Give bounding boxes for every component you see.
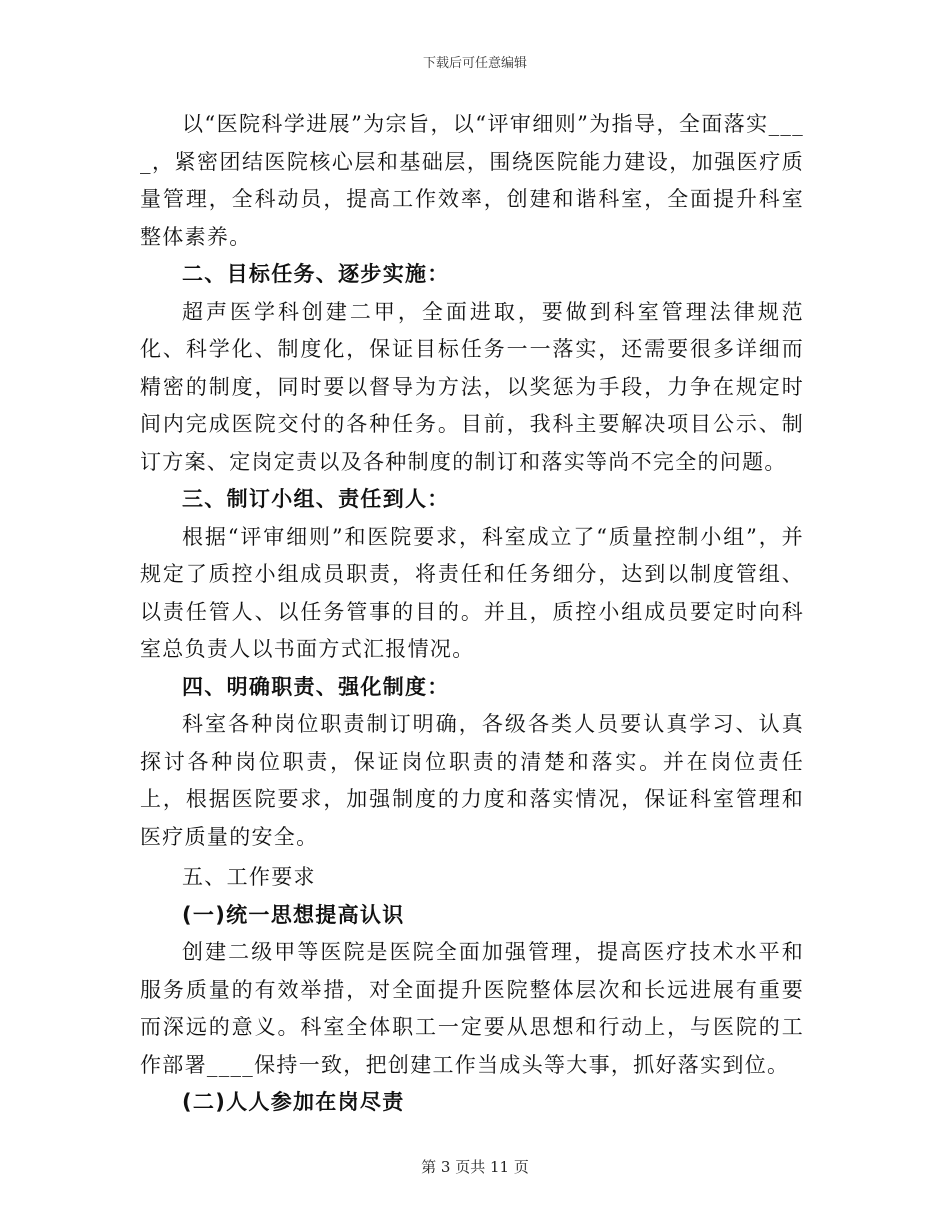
subsection-heading-5-1: (一)统一思想提高认识 xyxy=(182,902,405,927)
paragraph-intro: 以“医院科学进展”为宗旨，以“评审细则”为指导，全面落实____，紧密团结医院核心层和基础层，围绕医院能力建设，加强医疗质量管理，全科动员，提高工作效率，创建和谐科室，全面提升科室整体素养。 xyxy=(140,112,804,249)
paragraph-section-2: 超声医学科创建二甲，全面进取，要做到科室管理法律规范化、科学化、制度化，保证目标任务一一落实，还需要很多详细而精密的制度，同时要以督导为方法，以奖惩为手段，力争在规定时间内完成医院交付的各种任务。目前，我科主要解决项目公示、制订方案、定岗定责以及各种制度的制订和落实等尚不完全的问题。 xyxy=(140,299,804,474)
section-heading-3: 三、制订小组、责任到人： xyxy=(182,487,450,511)
page-number-footer: 第 3 页共 11 页 xyxy=(421,1158,529,1176)
paragraph-section-4: 科室各种岗位职责制订明确，各级各类人员要认真学习、认真探讨各种岗位职责，保证岗位职责的清楚和落实。并在岗位责任上，根据医院要求，加强制度的力度和落实情况，保证科室管理和医疗质量的安全。 xyxy=(140,712,804,849)
section-heading-2: 二、目标任务、逐步实施： xyxy=(182,262,450,286)
page-header-note: 下载后可任意编辑 xyxy=(422,56,527,71)
document-body xyxy=(140,106,804,1122)
subsection-heading-5-2: (二)人人参加在岗尽责 xyxy=(182,1090,405,1114)
paragraph-section-3: 根据“评审细则”和医院要求，科室成立了“质量控制小组”，并规定了质控小组成员职责，将责任和任务细分，达到以制度管组、以责任管人、以任务管事的目的。并且，质控小组成员要定时向科室总负责人以书面方式汇报情况。 xyxy=(140,524,804,661)
section-heading-4: 四、明确职责、强化制度： xyxy=(182,674,450,699)
paragraph-section-5-1: 创建二级甲等医院是医院全面加强管理，提高医疗技术水平和服务质量的有效举措，对全面提升医院整体层次和长远进展有重要而深远的意义。科室全体职工一定要从思想和行动上，与医院的工作部署____保持一致，把创建工作当成头等大事，抓好落实到位。 xyxy=(140,940,804,1077)
section-heading-5: 五、工作要求 xyxy=(182,865,316,889)
